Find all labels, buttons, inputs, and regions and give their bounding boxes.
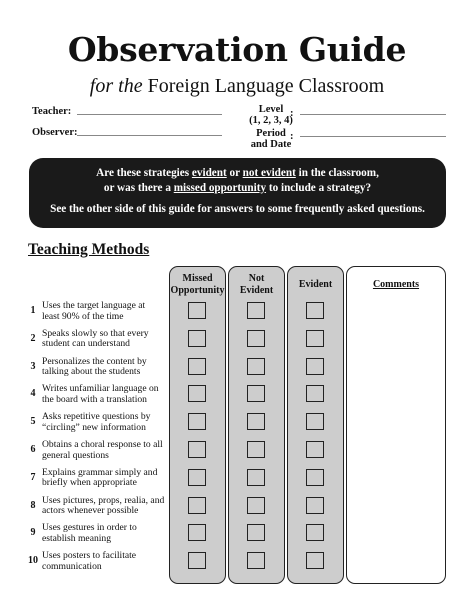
teacher-label: Teacher: — [32, 106, 72, 117]
banner-line-3: See the other side of this guide for answers to some frequently asked questions. — [50, 203, 425, 215]
checkbox-evident[interactable] — [306, 413, 324, 430]
checkbox-evident[interactable] — [306, 330, 324, 347]
banner-not-evident: not evident — [242, 167, 296, 179]
method-text — [42, 329, 172, 350]
method-text-line1: Speaks slowly so that every — [42, 327, 149, 339]
section-title: Teaching Methods — [28, 241, 150, 258]
method-text-line2: student can understand — [42, 338, 130, 350]
method-number: 10 — [28, 555, 38, 567]
method-text-line1: Uses posters to facilitate — [42, 550, 137, 562]
subtitle-rest: Foreign Language Classroom — [142, 75, 385, 97]
checkbox-not-evident[interactable] — [247, 497, 265, 514]
period-label — [246, 128, 296, 150]
level-label — [246, 104, 296, 126]
method-text — [42, 412, 172, 433]
header-not-evident: Not Evident — [239, 273, 274, 296]
checkbox-missed-opportunity[interactable] — [188, 302, 206, 319]
observer-field[interactable] — [77, 135, 222, 136]
checkbox-not-evident[interactable] — [247, 524, 265, 541]
period-colon: : — [290, 131, 294, 142]
method-text-line2: establish meaning — [42, 532, 112, 544]
checkbox-evident[interactable] — [306, 385, 324, 402]
checkbox-missed-opportunity[interactable] — [188, 497, 206, 514]
page-subtitle — [0, 74, 474, 98]
period-date-field[interactable] — [300, 136, 446, 137]
checkbox-not-evident[interactable] — [247, 413, 265, 430]
checkbox-evident[interactable] — [306, 524, 324, 541]
checkbox-not-evident[interactable] — [247, 358, 265, 375]
checkbox-not-evident[interactable] — [247, 552, 265, 569]
level-field[interactable] — [300, 114, 446, 115]
method-number: 5 — [30, 416, 36, 428]
checkbox-missed-opportunity[interactable] — [188, 524, 206, 541]
level-label-line2: (1, 2, 3, 4) — [249, 115, 293, 126]
subtitle-italic: for the — [89, 75, 143, 97]
method-text-line2: communication — [42, 560, 102, 572]
checkbox-evident[interactable] — [306, 441, 324, 458]
checkbox-missed-opportunity[interactable] — [188, 358, 206, 375]
header-comments: Comments — [372, 279, 420, 290]
banner-missed: missed opportunity — [173, 181, 267, 194]
checkbox-evident[interactable] — [306, 358, 324, 375]
method-number: 9 — [30, 527, 36, 539]
level-colon: : — [290, 108, 294, 119]
checkbox-evident[interactable] — [306, 497, 324, 514]
checkbox-evident[interactable] — [306, 469, 324, 486]
checkbox-not-evident[interactable] — [247, 302, 265, 319]
teacher-field[interactable] — [77, 114, 222, 115]
header-missed-opportunity: Missed Opportunity — [170, 273, 225, 296]
period-label-line1: Period — [256, 128, 286, 139]
checkbox-missed-opportunity[interactable] — [188, 413, 206, 430]
method-number: 6 — [30, 444, 36, 455]
method-number: 4 — [30, 388, 36, 400]
banner-line-2: or was there a missed opportunity to include a strategy? — [103, 181, 372, 194]
checkbox-not-evident[interactable] — [247, 330, 265, 347]
method-text-line2: actors whenever possible — [42, 505, 139, 517]
method-text — [42, 357, 172, 378]
checkbox-missed-opportunity[interactable] — [188, 330, 206, 347]
checkbox-not-evident[interactable] — [247, 469, 265, 486]
method-text-line1: Personalizes the content by — [42, 355, 147, 367]
method-text — [42, 523, 172, 544]
checkbox-not-evident[interactable] — [247, 441, 265, 458]
level-label-line1: Level — [258, 104, 284, 115]
method-text — [42, 440, 172, 461]
page-title: Observation Guide — [67, 30, 407, 69]
checkbox-evident[interactable] — [306, 552, 324, 569]
column-comments — [346, 266, 446, 584]
checkbox-missed-opportunity[interactable] — [188, 552, 206, 569]
header-evident: Evident — [298, 279, 333, 290]
method-text-line1: Uses gestures in order to — [42, 522, 137, 534]
method-text — [42, 384, 172, 405]
method-number: 3 — [30, 360, 36, 372]
method-text-line2: least 90% of the time — [42, 310, 124, 322]
method-text-line1: Uses the target language at — [42, 300, 146, 311]
checkbox-missed-opportunity[interactable] — [188, 385, 206, 402]
method-number: 2 — [30, 332, 36, 344]
method-text-line1: Explains grammar simply and — [42, 466, 158, 478]
method-number: 8 — [30, 499, 36, 511]
method-text — [42, 301, 172, 322]
method-text-line1: Asks repetitive questions by — [42, 411, 151, 423]
method-text-line1: Uses pictures, props, realia, and — [42, 494, 165, 506]
observer-label: Observer: — [32, 127, 78, 138]
method-text-line1: Obtains a choral response to all — [42, 439, 163, 450]
method-number: 7 — [30, 471, 36, 483]
method-text — [42, 551, 172, 572]
checkbox-missed-opportunity[interactable] — [188, 441, 206, 458]
checkbox-evident[interactable] — [306, 302, 324, 319]
method-text-line2: briefly when appropriate — [42, 477, 137, 489]
banner-evident: evident — [191, 167, 227, 179]
method-text — [42, 468, 172, 489]
method-text-line2: talking about the students — [42, 366, 141, 378]
method-text-line2: the board with a translation — [42, 393, 147, 405]
method-text — [42, 496, 172, 517]
method-text-line2: “circling” new information — [42, 421, 146, 433]
instructions-banner — [29, 158, 446, 228]
method-text-line2: general questions — [42, 449, 109, 461]
period-label-line2: and Date — [250, 139, 292, 150]
checkbox-missed-opportunity[interactable] — [188, 469, 206, 486]
checkbox-not-evident[interactable] — [247, 385, 265, 402]
banner-line-1: Are these strategies evident or not evident in the classroom, — [96, 167, 379, 179]
method-number: 1 — [30, 305, 36, 316]
method-text-line1: Writes unfamiliar language on — [42, 383, 159, 395]
